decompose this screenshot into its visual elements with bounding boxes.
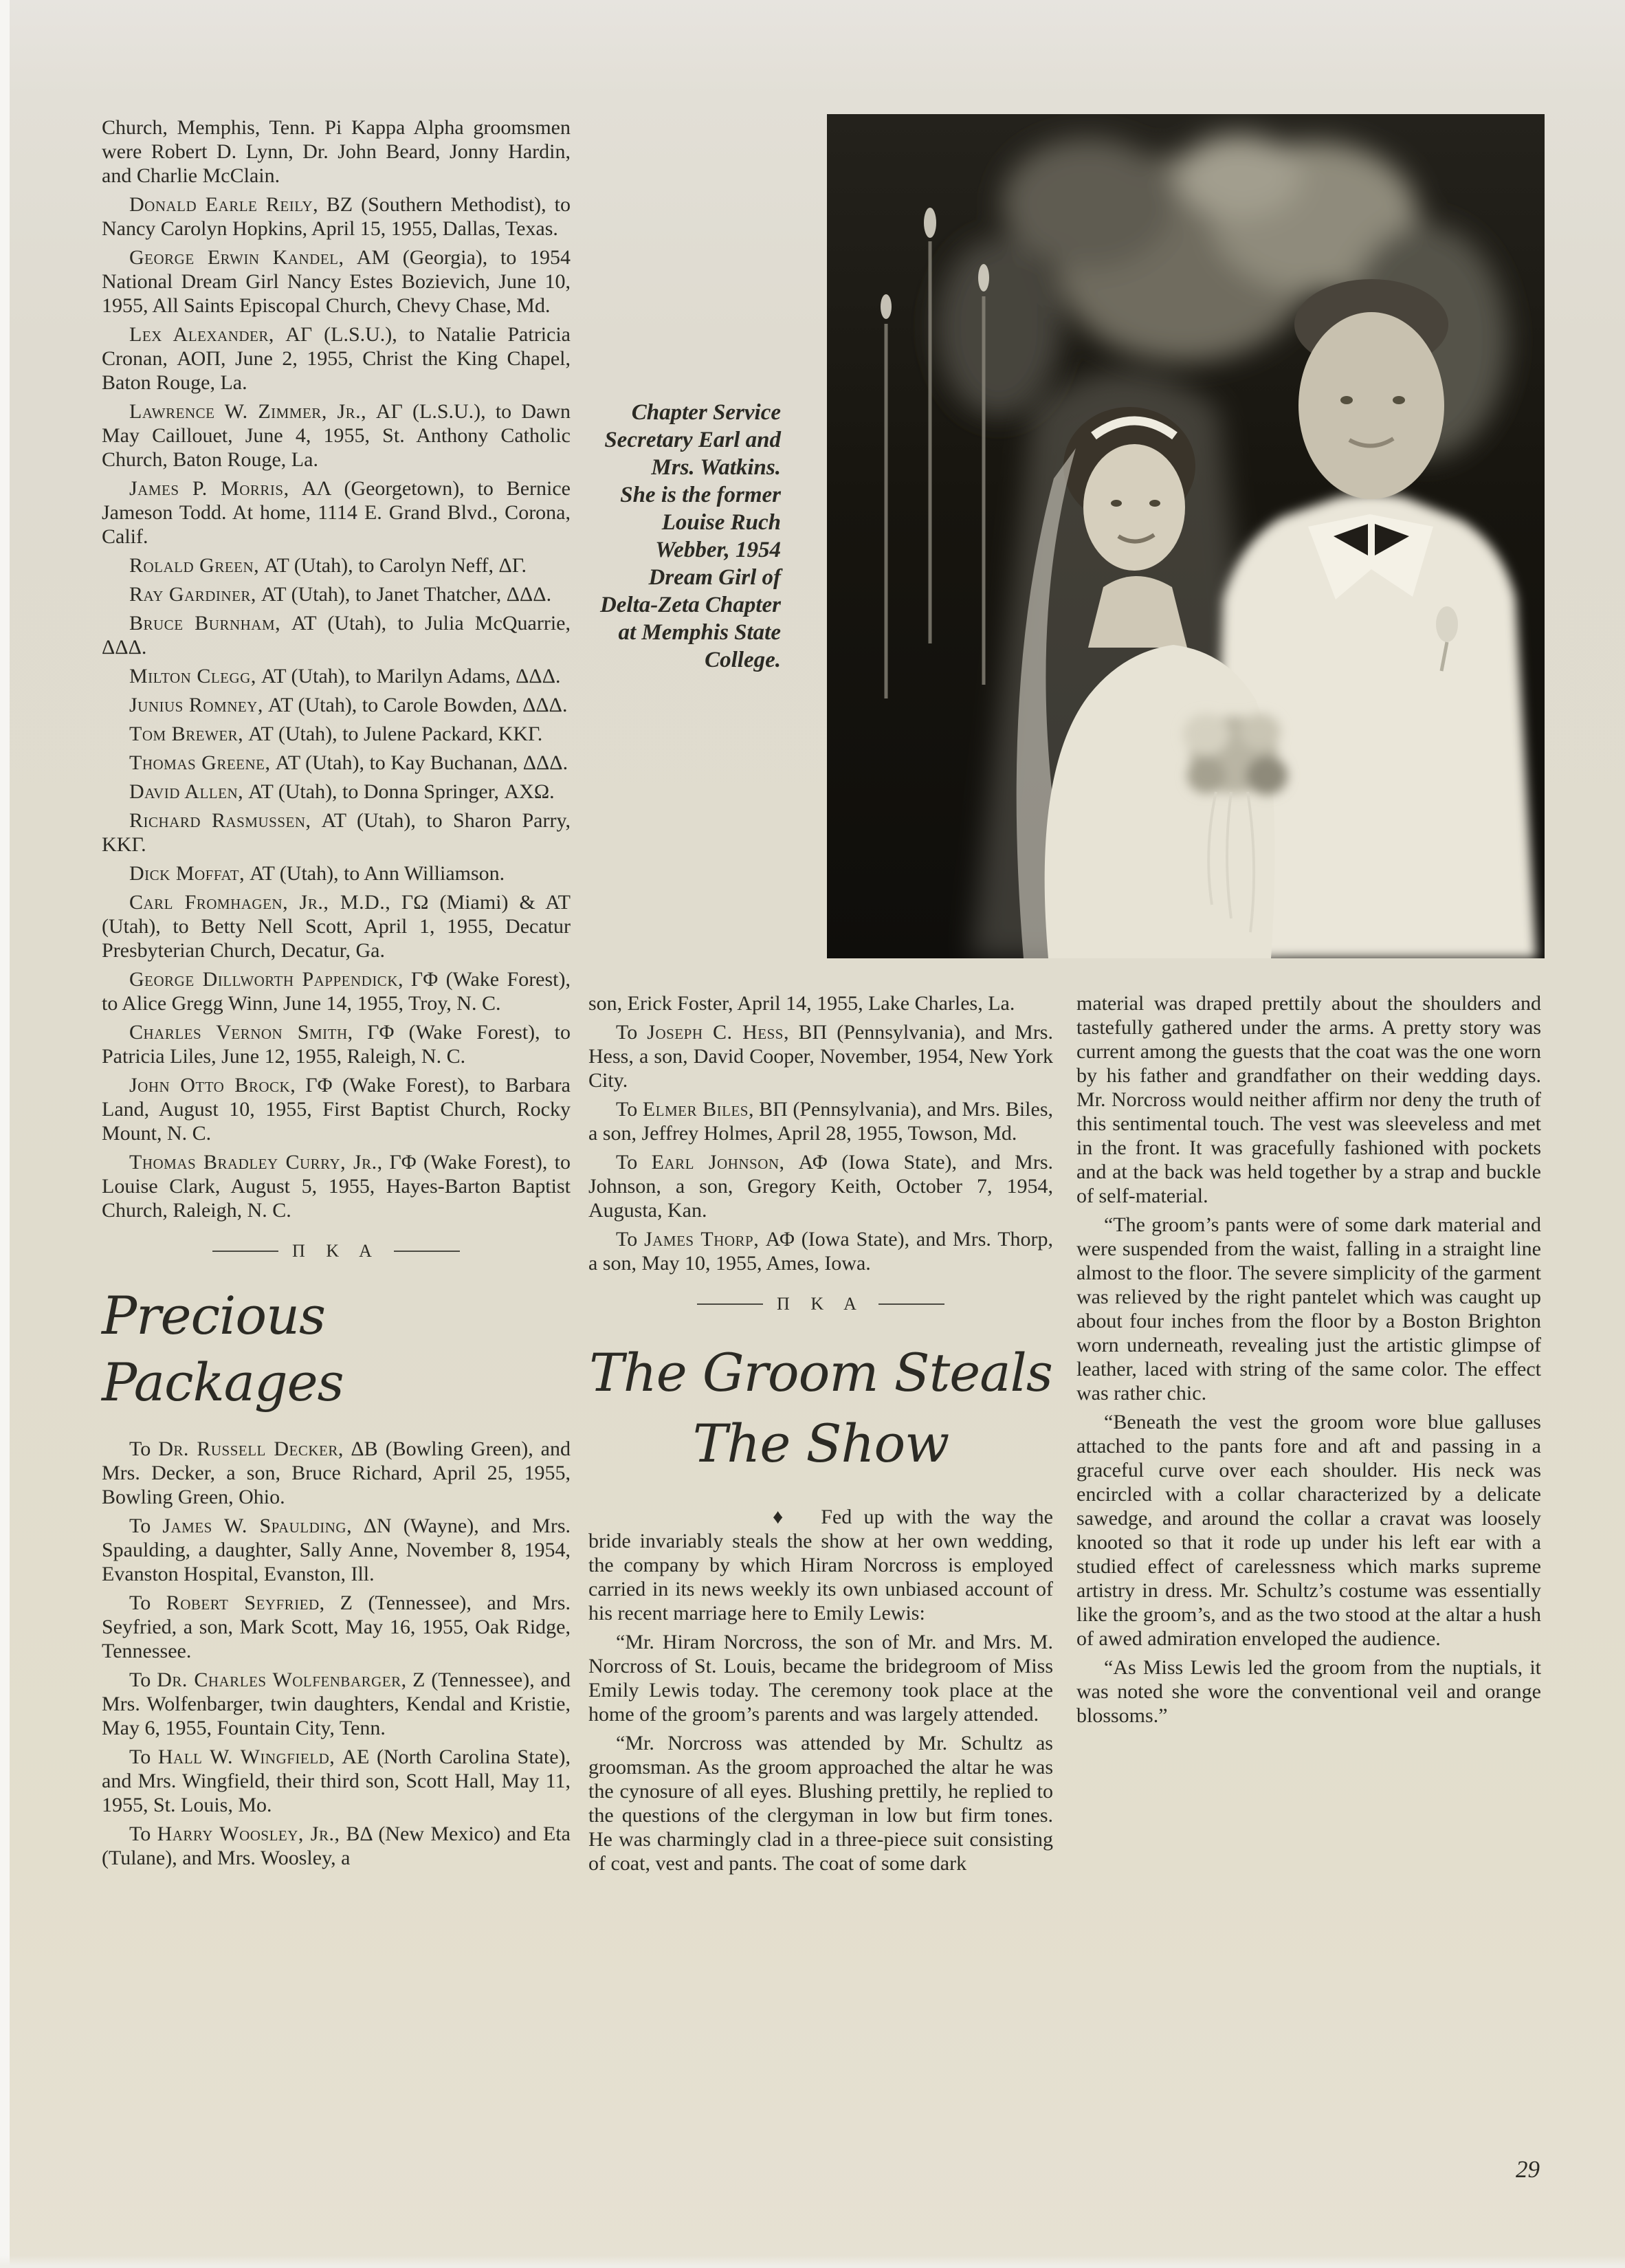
divider-rule: [212, 1251, 278, 1252]
divider-rule: [697, 1303, 763, 1305]
news-entry: Tom Brewer, ΑΤ (Utah), to Julene Packard, ΚΚΓ.: [129, 723, 543, 745]
caption-line: Louise Ruch: [661, 510, 781, 535]
member-name: Joseph C. Hess: [647, 1021, 784, 1044]
wedding-photo: [827, 114, 1545, 958]
news-entry: Richard Rasmussen, ΑΤ (Utah), to Sharon Parry, ΚΚΓ.: [102, 809, 571, 856]
diamond-icon: ♦: [773, 1505, 821, 1528]
news-entry: Charles Vernon Smith, ΓΦ (Wake Forest), to Patricia Liles, June 12, 1955, Raleigh, N. C.: [102, 1021, 571, 1068]
member-name: Dr. Charles Wolfenbarger: [157, 1668, 401, 1691]
paragraph: “The groom’s pants were of some dark material and were suspended from the waist, falling in a straight line almost to the floor. The severe simplicity of the garment was relieved by the right pantelet which was caught up about four inches from the floor by a Boston Brighton worn underneath, revealing just the artistic glimpse of leather, laced with string of the same color. The effect was rather chic.: [1076, 1213, 1541, 1405]
member-name: David Allen: [129, 780, 239, 803]
caption-line: at Memphis State: [618, 620, 781, 645]
news-entry: John Otto Brock, ΓΦ (Wake Forest), to Barbara Land, August 10, 1955, First Baptist Church, Rocky Mount, N. C.: [102, 1074, 571, 1145]
news-entry: Lex Alexander, ΑΓ (L.S.U.), to Natalie Patricia Cronan, ΑΟΠ, June 2, 1955, Christ the King Chapel, Baton Rouge, La.: [102, 323, 571, 394]
news-entry: Bruce Burnham, ΑΤ (Utah), to Julia McQuarrie, ΔΔΔ.: [102, 612, 571, 659]
news-entry: To Harry Woosley, Jr., ΒΔ (New Mexico) and Eta (Tulane), and Mrs. Woosley, a: [102, 1822, 571, 1869]
member-name: Harry Woosley, Jr.: [157, 1822, 335, 1845]
member-name: Rolald Green: [129, 554, 254, 577]
caption-line: Secretary Earl and: [604, 428, 781, 452]
news-entry: Thomas Bradley Curry, Jr., ΓΦ (Wake Forest), to Louise Clark, August 5, 1955, Hayes-Barton Baptist Church, Raleigh, N. C.: [102, 1151, 571, 1222]
section-heading: Precious Packages: [102, 1285, 344, 1413]
member-name: Carl Fromhagen, Jr., M.D.: [129, 891, 386, 914]
news-entry: To Dr. Charles Wolfenbarger, Ζ (Tennessee), and Mrs. Wolfenbarger, twin daughters, Kendal and Kristie, May 6, 1955, Fountain City, Tenn.: [102, 1668, 571, 1739]
member-name: James W. Spaulding: [162, 1514, 347, 1537]
news-entry: Lawrence W. Zimmer, Jr., ΑΓ (L.S.U.), to Dawn May Caillouet, June 4, 1955, St. Anthony Catholic Church, Baton Rouge, La.: [102, 400, 571, 471]
member-name: Donald Earle Reily: [129, 193, 313, 216]
caption-line: Webber, 1954: [655, 538, 781, 562]
member-name: Hall W. Wingfield: [157, 1745, 330, 1768]
paragraph: “As Miss Lewis led the groom from the nuptials, it was noted she wore the conventional veil and orange blossoms.”: [1076, 1656, 1541, 1727]
caption-line: Chapter Service: [631, 400, 781, 425]
member-name: Bruce Burnham: [129, 612, 276, 635]
member-name: Thomas Bradley Curry, Jr.: [129, 1151, 377, 1174]
caption-line: College.: [705, 648, 781, 672]
middle-column: [588, 991, 1053, 1880]
caption-line: Delta-Zeta Chapter: [599, 593, 781, 617]
news-entry: Thomas Greene, ΑΤ (Utah), to Kay Buchanan, ΔΔΔ.: [129, 751, 568, 774]
member-name: Ray Gardiner: [129, 583, 251, 606]
news-entry: Carl Fromhagen, Jr., M.D., ΓΩ (Miami) & ΑΤ (Utah), to Betty Nell Scott, April 1, 1955, Decatur Presbyterian Church, Decatur, Ga.: [102, 891, 571, 962]
section-heading: The Groom Steals: [589, 1342, 1052, 1403]
page-number: 29: [1516, 2156, 1540, 2183]
news-entry: Milton Clegg, ΑΤ (Utah), to Marilyn Adams, ΔΔΔ.: [129, 665, 561, 687]
news-entry: Rolald Green, ΑΤ (Utah), to Carolyn Neff, ΔΓ.: [129, 554, 527, 577]
news-entry: James P. Morris, ΑΛ (Georgetown), to Bernice Jameson Todd. At home, 1114 E. Grand Blvd., Corona, Calif.: [102, 477, 571, 548]
member-name: James P. Morris: [129, 477, 284, 500]
member-name: Junius Romney: [129, 694, 258, 716]
caption-line: Mrs. Watkins.: [651, 455, 781, 480]
news-entry: Donald Earle Reily, ΒΖ (Southern Methodist), to Nancy Carolyn Hopkins, April 15, 1955, Dallas, Texas.: [102, 193, 571, 240]
member-name: Elmer Biles: [642, 1098, 749, 1121]
member-name: Lex Alexander: [129, 323, 269, 346]
news-entry: To Elmer Biles, ΒΠ (Pennsylvania), and Mrs. Biles, a son, Jeffrey Holmes, April 28, 1955, Towson, Md.: [588, 1098, 1054, 1145]
news-entry: Ray Gardiner, ΑΤ (Utah), to Janet Thatcher, ΔΔΔ.: [129, 583, 552, 606]
member-name: Charles Vernon Smith: [129, 1021, 348, 1044]
member-name: Robert Seyfried: [166, 1591, 320, 1614]
paragraph: material was draped prettily about the shoulders and tastefully gathered under the arms. A pretty story was current among the guests that the coat was the one worn by his father and grandfather on their wedding days. Mr. Norcross would neither affirm nor deny the truth of this sentimental touch. The vest was sleeveless and met in the front. It was gracefully fashioned with pockets and at the back was held together by a strap and buckle of self-material.: [1076, 992, 1541, 1207]
pka-label: Π Κ Α: [777, 1294, 865, 1314]
member-name: James Thorp: [644, 1228, 754, 1251]
paragraph: “Mr. Norcross was attended by Mr. Schultz as groomsman. As the groom approached the altar he was the cynosure of all eyes. Blushing prettily, he replied to the questions of the clergyman in low but firm tones. He was charmingly clad in a three-piece suit consisting of coat, vest and pants. The coat of some dark: [588, 1731, 1053, 1875]
section-heading: The Show: [692, 1413, 949, 1475]
paragraph: son, Erick Foster, April 14, 1955, Lake Charles, La.: [588, 992, 1015, 1015]
news-entry: David Allen, ΑΤ (Utah), to Donna Springer, ΑΧΩ.: [129, 780, 555, 803]
paper-edge-left: [0, 0, 10, 2268]
wedding-photo-illustration: [827, 114, 1545, 958]
news-entry: Junius Romney, ΑΤ (Utah), to Carole Bowden, ΔΔΔ.: [129, 694, 568, 716]
pka-label: Π Κ Α: [292, 1241, 380, 1261]
member-name: Earl Johnson: [651, 1151, 780, 1174]
news-entry: Dick Moffat, ΑΤ (Utah), to Ann Williamson.: [129, 862, 505, 885]
pka-divider: [102, 1239, 571, 1263]
news-entry: To Dr. Russell Decker, ΔΒ (Bowling Green), and Mrs. Decker, a son, Bruce Richard, April 25, 1955, Bowling Green, Ohio.: [102, 1437, 571, 1508]
member-name: Tom Brewer: [129, 723, 239, 745]
news-entry: To Joseph C. Hess, ΒΠ (Pennsylvania), and Mrs. Hess, a son, David Cooper, November, 1954, New York City.: [588, 1021, 1053, 1092]
right-column: [1076, 991, 1541, 1732]
news-entry: To Earl Johnson, ΑΦ (Iowa State), and Mrs. Johnson, a son, Gregory Keith, October 7, 1954, Augusta, Kan.: [588, 1151, 1053, 1222]
divider-rule: [394, 1251, 460, 1252]
member-name: George Dillworth Pappendick: [129, 968, 398, 991]
news-entry: George Dillworth Pappendick, ΓΦ (Wake Forest), to Alice Gregg Winn, June 14, 1955, Troy, N. C.: [102, 968, 571, 1015]
left-column: [102, 115, 571, 1875]
news-entry: George Erwin Kandel, ΑΜ (Georgia), to 1954 National Dream Girl Nancy Estes Bozievich, June 10, 1955, All Saints Episcopal Church, Chevy Chase, Md.: [102, 246, 571, 317]
news-entry: To James Thorp, ΑΦ (Iowa State), and Mrs. Thorp, a son, May 10, 1955, Ames, Iowa.: [588, 1228, 1054, 1275]
photo-caption: [569, 399, 781, 674]
member-name: Dick Moffat: [129, 862, 240, 885]
divider-rule: [878, 1303, 944, 1305]
paragraph: “Beneath the vest the groom wore blue galluses attached to the pants fore and aft and passing in a graceful curve over each shoulder. His neck was encircled with a collar characterized by a delicate sawedge, and around the collar a cravat was loosely knooted so that it rode up under his left ear with a studied effect of carelessness which marks supreme artistry in dress. Mr. Schultz’s costume was essentially like the groom’s, and as the two stood at the altar a hush of awed admiration enveloped the audience.: [1076, 1411, 1541, 1650]
paragraph: Church, Memphis, Tenn. Pi Kappa Alpha groomsmen were Robert D. Lynn, Dr. John Beard, Jonny Hardin, and Charlie McClain.: [102, 116, 571, 187]
news-entry: To Hall W. Wingfield, ΑΕ (North Carolina State), and Mrs. Wingfield, their third son, Scott Hall, May 11, 1955, St. Louis, Mo.: [102, 1745, 571, 1816]
member-name: Richard Rasmussen: [129, 809, 306, 832]
pka-divider: [588, 1292, 1053, 1316]
paragraph: ♦ Fed up with the way the bride invariably steals the show at her own wedding, the company by which Hiram Norcross is employed carried in its news weekly its own unbiased account of his recent marriage here to Emily Lewis:: [588, 1505, 1053, 1625]
paper-edge-bottom: [0, 2256, 1625, 2268]
member-name: John Otto Brock: [129, 1074, 291, 1097]
member-name: George Erwin Kandel: [129, 246, 339, 269]
member-name: Lawrence W. Zimmer, Jr.: [129, 400, 362, 423]
news-entry: To Robert Seyfried, Ζ (Tennessee), and Mrs. Seyfried, a son, Mark Scott, May 16, 1955, Oak Ridge, Tennessee.: [102, 1591, 571, 1662]
member-name: Milton Clegg: [129, 665, 251, 687]
news-entry: To James W. Spaulding, ΔΝ (Wayne), and Mrs. Spaulding, a daughter, Sally Anne, November 8, 1954, Evanston Hospital, Evanston, Ill.: [102, 1514, 571, 1585]
paragraph: “Mr. Hiram Norcross, the son of Mr. and Mrs. M. Norcross of St. Louis, became the bridegroom of Miss Emily Lewis today. The ceremony took place at the home of the groom’s parents and was largely attended.: [588, 1630, 1053, 1726]
caption-line: Dream Girl of: [648, 565, 781, 590]
member-name: Dr. Russell Decker: [158, 1437, 338, 1460]
member-name: Thomas Greene: [129, 751, 265, 774]
caption-line: She is the former: [620, 483, 781, 507]
